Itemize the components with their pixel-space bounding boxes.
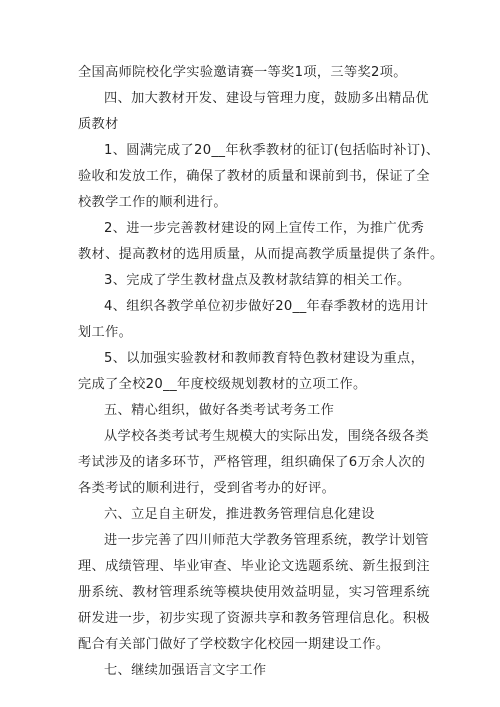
text-line: 考试涉及的诸多环节，严格管理，组织确保了6万余人次的 bbox=[78, 455, 426, 470]
paragraph-start: 1、圆满完成了20__年秋季教材的征订(包括临时补订)、 bbox=[104, 143, 440, 158]
text-line: 各类考试的顺利进行，受到省考办的好评。 bbox=[78, 481, 336, 496]
paragraph-start: 5、以加强实验教材和教师教育特色教材建设为重点， bbox=[104, 351, 425, 366]
paragraph-start: 从学校各类考试考生规模大的实际出发，围绕各级各类 bbox=[104, 429, 429, 444]
text-line: 教材、提高教材的选用质量，从而提高教学质量提供了条件。 bbox=[78, 247, 444, 262]
text-line: 理、成绩管理、毕业审查、毕业论文选题系统、新生报到注 bbox=[78, 559, 430, 574]
section-heading: 四、加大教材开发、建设与管理力度，鼓励多出精品优 bbox=[104, 91, 429, 106]
section-heading: 七、继续加强语言文字工作 bbox=[104, 663, 267, 678]
text-line: 配合有关部门做好了学校数字化校园一期建设工作。 bbox=[78, 637, 390, 652]
text-line: 验收和发放工作，确保了教材的质量和课前到书，保证了全 bbox=[78, 169, 430, 184]
text-line: 册系统、教材管理系统等模块使用效益明显，实习管理系统 bbox=[78, 585, 430, 600]
section-heading: 六、立足自主研发，推进教务管理信息化建设 bbox=[104, 507, 375, 522]
text-line: 完成了全校20__年度校级规划教材的立项工作。 bbox=[78, 377, 367, 392]
text-line: 研发进一步，初步实现了资源共享和教务管理信息化。积极 bbox=[78, 611, 430, 626]
text-line: 划工作。 bbox=[78, 325, 133, 340]
paragraph-start: 4、组织各教学单位初步做好20__年春季教材的选用计 bbox=[104, 299, 429, 314]
paragraph-start: 3、完成了学生教材盘点及教材款结算的相关工作。 bbox=[104, 273, 411, 288]
text-line: 全国高师院校化学实验邀请赛一等奖1项，三等奖2项。 bbox=[78, 65, 407, 80]
paragraph-start: 2、进一步完善教材建设的网上宣传工作，为推广优秀 bbox=[104, 221, 425, 236]
paragraph-start: 进一步完善了四川师范大学教务管理系统，教学计划管 bbox=[104, 533, 429, 548]
document-body bbox=[78, 60, 444, 684]
section-heading: 五、精心组织，做好各类考试考务工作 bbox=[104, 403, 335, 418]
text-line: 质教材 bbox=[78, 117, 119, 132]
text-line: 校教学工作的顺利进行。 bbox=[78, 195, 227, 210]
